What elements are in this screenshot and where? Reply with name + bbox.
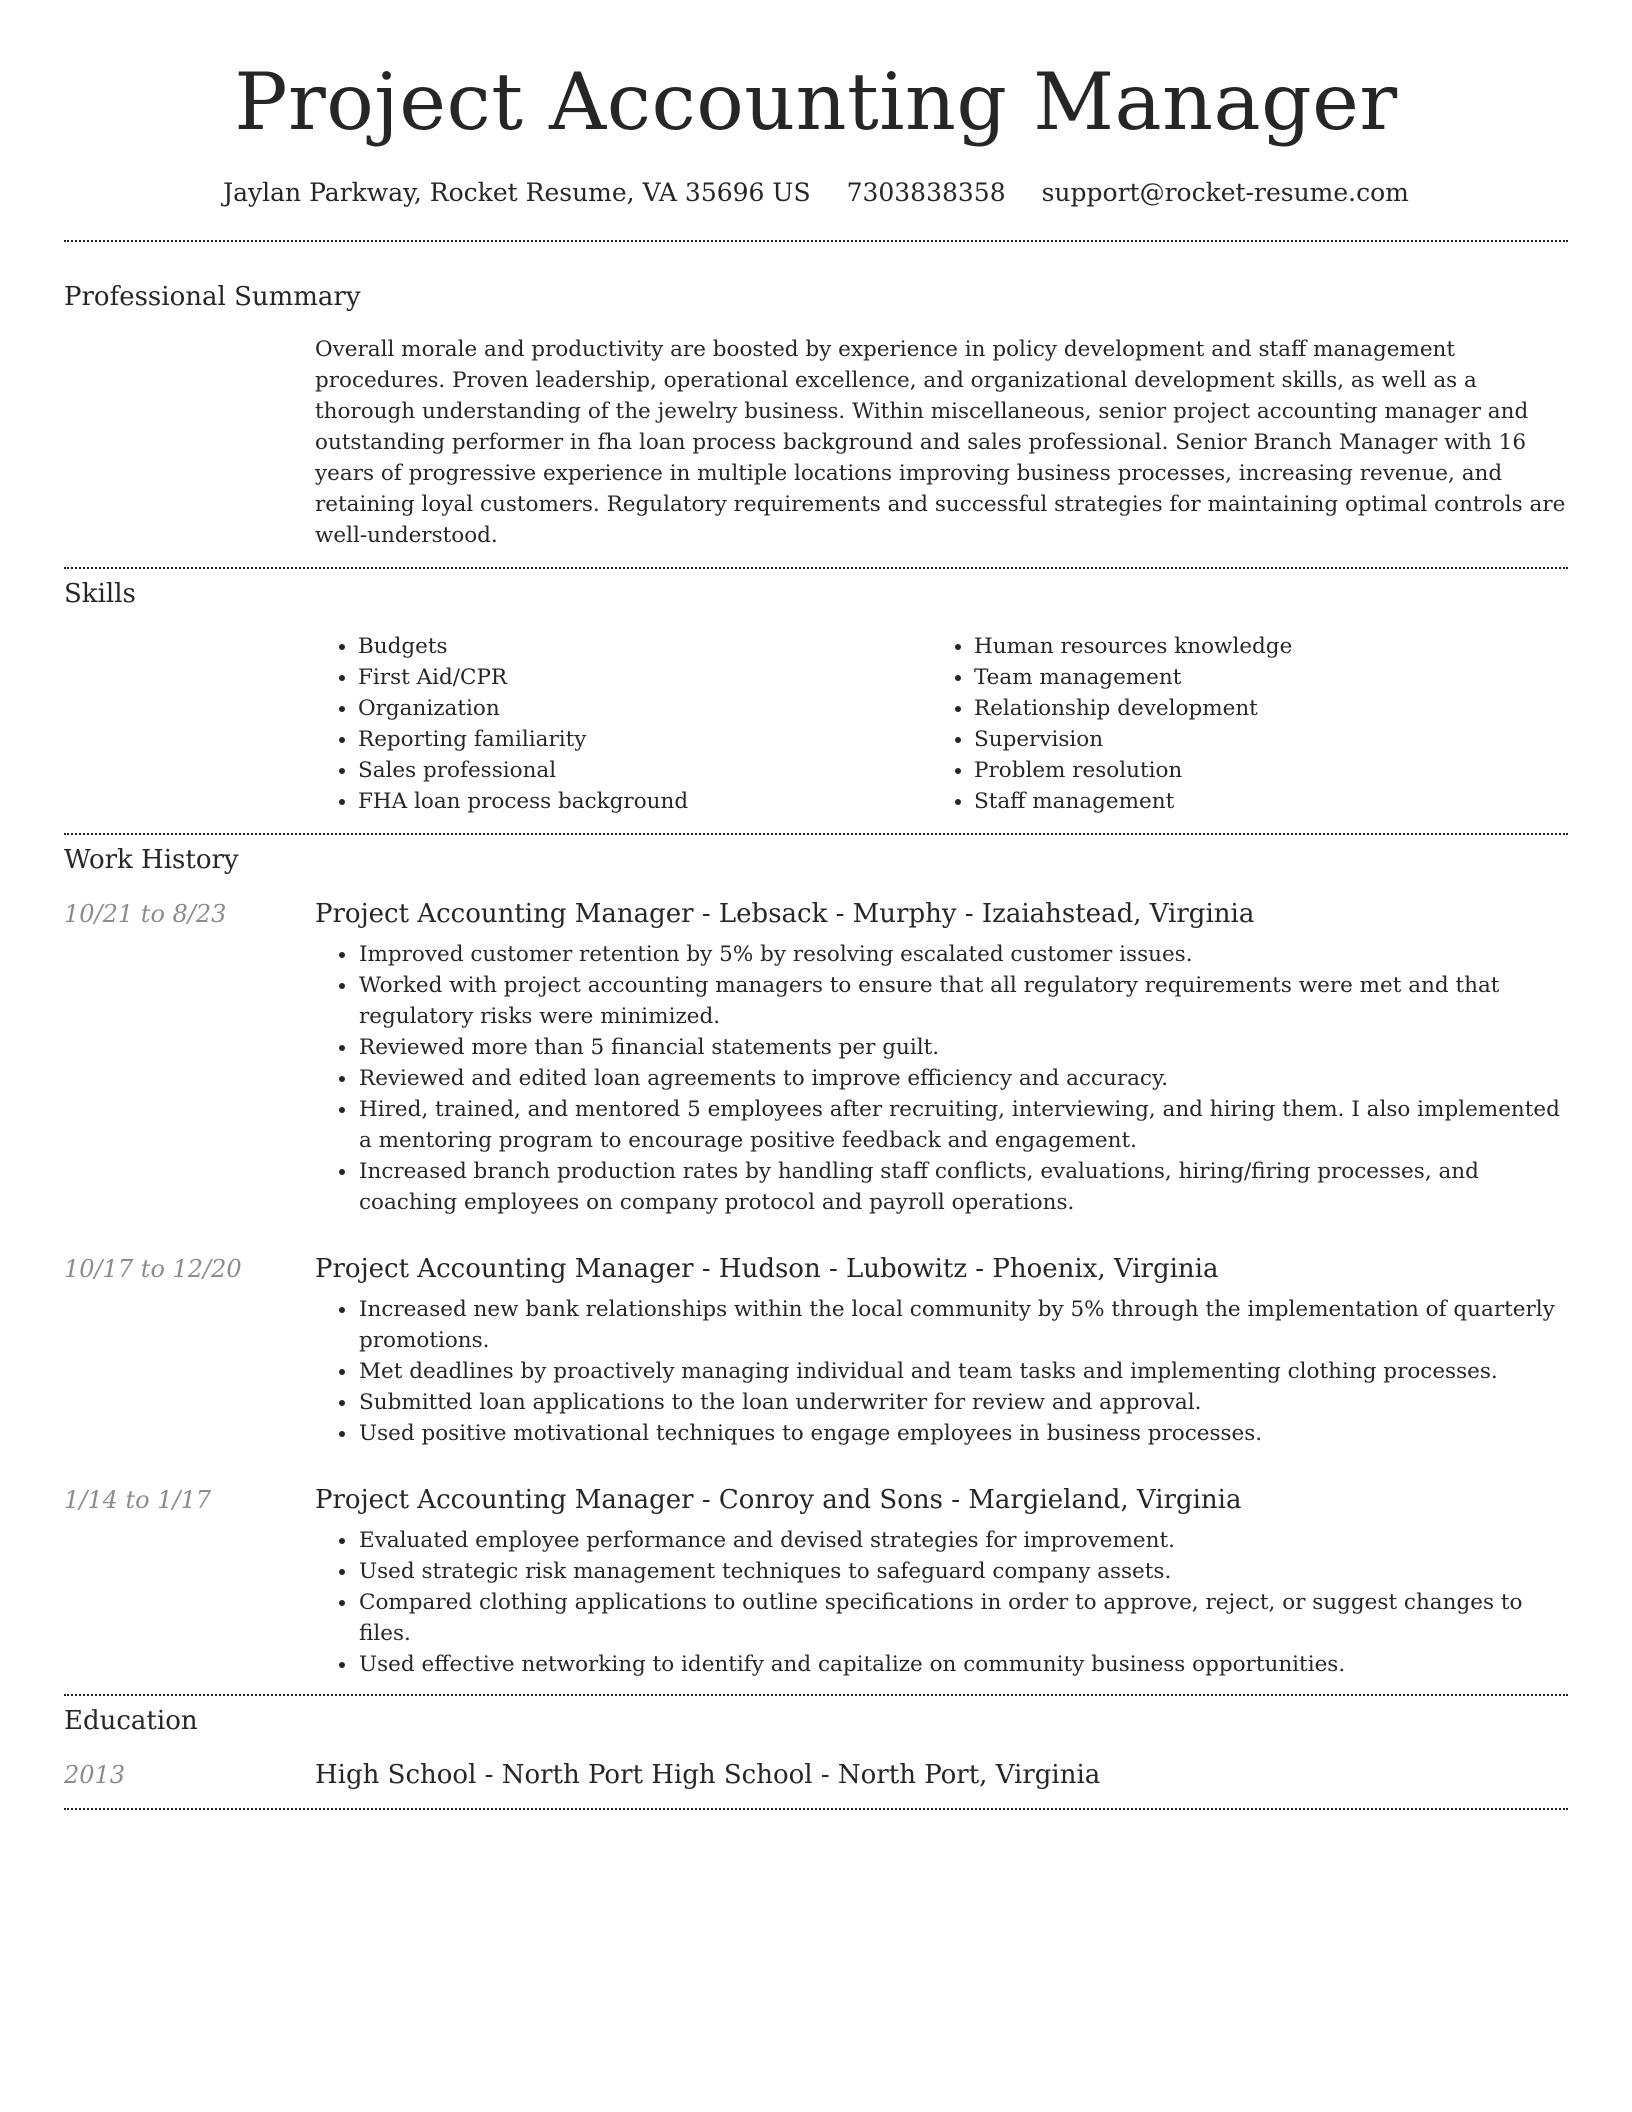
job-bullet-list xyxy=(315,939,1568,1218)
skill-item: • Staff management xyxy=(974,786,1546,817)
job-dates: 1/14 to 1/17 xyxy=(64,1486,212,1514)
job-dates: 10/17 to 12/20 xyxy=(64,1255,242,1283)
skill-item: • Budgets xyxy=(358,631,930,662)
job-bullet: • Submitted loan applications to the loan underwriter for review and approval. xyxy=(358,1387,1568,1418)
job-bullet: • Evaluated employee performance and devised strategies for improvement. xyxy=(358,1525,1568,1556)
job-bullet: • Increased new bank relationships within the local community by 5% through the implementation of quarterly promotions. xyxy=(358,1294,1568,1356)
job-entry xyxy=(64,1252,1568,1449)
divider xyxy=(64,1694,1568,1696)
job-bullet: • Met deadlines by proactively managing individual and team tasks and implementing clothing processes. xyxy=(358,1356,1568,1387)
education-section xyxy=(0,1704,1632,1792)
job-header xyxy=(64,1483,1568,1517)
skill-item: • Problem resolution xyxy=(974,755,1546,786)
job-title: Project Accounting Manager - Conroy and Sons - Margieland, Virginia xyxy=(315,1485,1242,1515)
section-title-education: Education xyxy=(64,1706,198,1736)
education-entry xyxy=(64,1758,1568,1792)
divider xyxy=(64,1808,1568,1810)
job-entry xyxy=(64,897,1568,1218)
divider xyxy=(64,567,1568,569)
job-bullet-list xyxy=(315,1294,1568,1449)
divider xyxy=(64,833,1568,835)
job-title: Project Accounting Manager - Hudson - Lubowitz - Phoenix, Virginia xyxy=(315,1254,1219,1284)
skill-item: • Team management xyxy=(974,662,1546,693)
job-entry xyxy=(64,1483,1568,1680)
education-year: 2013 xyxy=(64,1761,126,1789)
section-title-work: Work History xyxy=(64,845,239,875)
job-bullet: • Reviewed more than 5 financial statements per guilt. xyxy=(358,1032,1568,1063)
skills-list-left xyxy=(315,631,930,817)
skill-item: • First Aid/CPR xyxy=(358,662,930,693)
job-bullet-list xyxy=(315,1525,1568,1680)
job-bullet: • Compared clothing applications to outline specifications in order to approve, reject, or suggest changes to files. xyxy=(358,1587,1568,1649)
job-bullet: • Improved customer retention by 5% by resolving escalated customer issues. xyxy=(358,939,1568,970)
candidate-name: Project Accounting Manager xyxy=(234,56,1398,148)
job-bullet: • Used strategic risk management techniques to safeguard company assets. xyxy=(358,1556,1568,1587)
job-bullet: • Used positive motivational techniques to engage employees in business processes. xyxy=(358,1418,1568,1449)
education-text: High School - North Port High School - North Port, Virginia xyxy=(315,1760,1101,1790)
skill-item: • Organization xyxy=(358,693,930,724)
skill-item: • Sales professional xyxy=(358,755,930,786)
skills-grid xyxy=(315,631,1568,817)
section-title-summary: Professional Summary xyxy=(64,282,361,312)
skill-item: • Human resources knowledge xyxy=(974,631,1546,662)
skill-item: • Reporting familiarity xyxy=(358,724,930,755)
section-title-skills: Skills xyxy=(64,579,136,609)
skill-item: • Relationship development xyxy=(974,693,1546,724)
job-header xyxy=(64,897,1568,931)
work-history-section xyxy=(0,843,1632,1680)
contact-address: Jaylan Parkway, Rocket Resume, VA 35696 US xyxy=(223,178,811,207)
summary-text: Overall morale and productivity are boosted by experience in policy development and staff management procedures. Proven leadership, operational excellence, and organizational development skills, as well as a thorough understanding of the jewelry business. Within miscellaneous, senior project accounting manager and outstanding performer in fha loan process background and sales professional. Senior Branch Manager with 16 years of progressive experience in multiple locations improving business processes, increasing revenue, and retaining loyal customers. Regulatory requirements and successful strategies for maintaining optimal controls are well-understood. xyxy=(315,337,1566,548)
skills-list-right xyxy=(930,631,1546,817)
job-title: Project Accounting Manager - Lebsack - Murphy - Izaiahstead, Virginia xyxy=(315,899,1255,929)
resume-header xyxy=(0,0,1632,210)
contact-email: support@rocket-resume.com xyxy=(1041,178,1409,207)
job-bullet: • Hired, trained, and mentored 5 employees after recruiting, interviewing, and hiring them. I also implemented a mentoring program to encourage positive feedback and engagement. xyxy=(358,1094,1568,1156)
job-bullet: • Worked with project accounting managers to ensure that all regulatory requirements were met and that regulatory risks were minimized. xyxy=(358,970,1568,1032)
job-dates: 10/21 to 8/23 xyxy=(64,900,227,928)
job-bullet: • Increased branch production rates by handling staff conflicts, evaluations, hiring/firing processes, and coaching employees on company protocol and payroll operations. xyxy=(358,1156,1568,1218)
divider xyxy=(64,240,1568,242)
summary-section xyxy=(0,280,1632,551)
job-bullet: • Reviewed and edited loan agreements to improve efficiency and accuracy. xyxy=(358,1063,1568,1094)
contact-line xyxy=(0,176,1632,210)
skills-section xyxy=(0,577,1632,817)
contact-phone: 7303838358 xyxy=(846,178,1006,207)
skill-item: • FHA loan process background xyxy=(358,786,930,817)
skill-item: • Supervision xyxy=(974,724,1546,755)
job-header xyxy=(64,1252,1568,1286)
job-bullet: • Used effective networking to identify and capitalize on community business opportunities. xyxy=(358,1649,1568,1680)
